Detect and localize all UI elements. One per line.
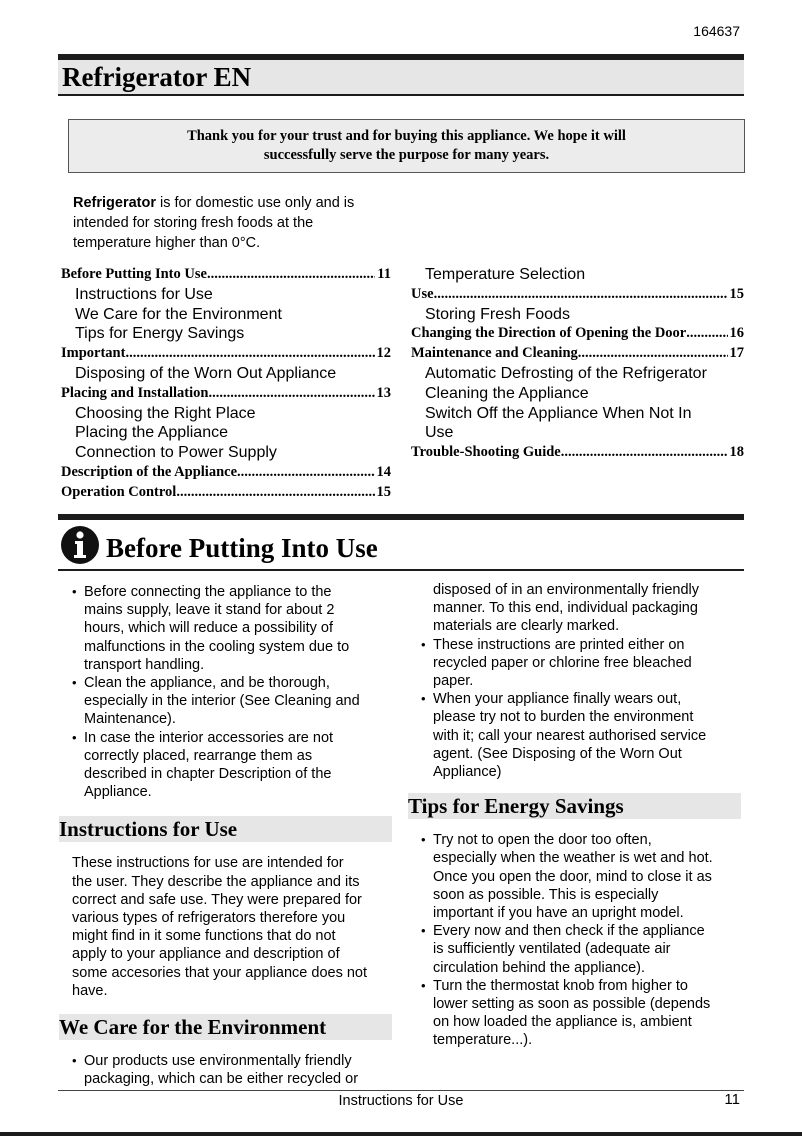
bullet-line: • Our products use environmentally friendly	[84, 1053, 352, 1070]
toc-entry-label: Operation Control	[61, 483, 177, 500]
toc-leader-dots	[686, 324, 727, 344]
bullet-line: malfunctions in the cooling system due to	[84, 638, 350, 655]
toc-page-number: 18	[729, 444, 744, 461]
toc-leader-dots	[434, 285, 728, 305]
toc-leader-dots	[561, 443, 728, 463]
bullet-line: with it; call your nearest authorised service	[433, 727, 707, 744]
toc-leader-dots	[578, 344, 728, 364]
bullet-item	[411, 690, 739, 781]
bullet-line: • Try not to open the door too often,	[433, 832, 652, 849]
bullet-item	[62, 729, 390, 802]
footer-label: Instructions for Use	[338, 1093, 464, 1109]
bullet-item	[411, 831, 739, 922]
toc-subentry: Connection to Power Supply	[75, 444, 277, 462]
bullet-line: • Turn the thermostat knob from higher to	[433, 977, 688, 994]
toc-page-number: 15	[376, 483, 391, 500]
bullet-line: described in chapter Description of the	[84, 766, 332, 783]
right-column	[408, 581, 739, 1050]
toc-entry-label: Maintenance and Cleaning	[411, 345, 578, 362]
paragraph-line: some accesories that your appliance does not	[72, 964, 368, 981]
toc-page-number: 13	[376, 384, 391, 401]
toc-subentry: Cleaning the Appliance	[425, 384, 589, 402]
bullet-line: mains supply, leave it stand for about 2	[84, 602, 335, 619]
bullet-item-continued	[411, 581, 739, 636]
paragraph-line: have.	[72, 982, 108, 999]
toc-page-number: 17	[729, 345, 744, 362]
bullet-line: on how loaded the appliance is, ambient	[433, 1014, 692, 1031]
toc-subentry: We Care for the Environment	[75, 305, 282, 323]
bullet-line: manner. To this end, individual packaging	[433, 600, 698, 617]
environment-bullet-list-continued	[411, 581, 739, 781]
document-id: 164637	[693, 23, 740, 39]
toc-entry	[411, 324, 744, 344]
bullet-line: recycled paper or chlorine free bleached	[433, 654, 692, 671]
toc-entry-label: Description of the Appliance	[61, 463, 238, 480]
bullet-line: circulation behind the appliance).	[433, 959, 645, 976]
bullet-line: • In case the interior accessories are not	[84, 729, 334, 746]
intro-paragraph	[73, 193, 393, 253]
toc-entry-label: Changing the Direction of Opening the Door	[411, 325, 687, 342]
bullet-item	[62, 1052, 390, 1088]
intro-bold: Refrigerator	[73, 195, 156, 211]
title-band	[58, 60, 744, 96]
toc-entry-label: Important	[61, 345, 126, 362]
energy-heading: Tips for Energy Savings	[408, 793, 741, 819]
paragraph-line: might find in it some functions that do not	[72, 928, 336, 945]
toc-page-number: 16	[729, 325, 744, 342]
toc-entry	[61, 483, 391, 503]
intro-text: is for domestic use only and is	[156, 195, 355, 211]
bullet-item	[411, 636, 739, 691]
toc-subentry: Temperature Selection	[425, 266, 586, 283]
bullet-line: please try not to burden the environment	[433, 709, 694, 726]
toc-leader-dots	[237, 463, 374, 483]
toc-entry	[61, 344, 391, 364]
bullet-line: especially when the weather is wet and hot.	[433, 850, 713, 867]
page-title: Refrigerator EN	[62, 62, 252, 92]
bullet-line: packaging, which can be either recycled or	[84, 1071, 359, 1088]
toc-page-number: 11	[377, 266, 391, 282]
toc-subentry: Storing Fresh Foods	[425, 305, 570, 323]
bullet-line: transport handling.	[84, 656, 205, 673]
bullet-line: agent. (See Disposing of the Worn Out	[433, 745, 682, 762]
toc-entry-label: Use	[411, 285, 434, 302]
toc-subentry: Instructions for Use	[75, 285, 213, 303]
thanks-line: successfully serve the purpose for many years.	[263, 147, 550, 163]
toc-subentry: Switch Off the Appliance When Not In	[425, 404, 692, 422]
toc-entry-label: Trouble-Shooting Guide	[411, 444, 561, 461]
toc-entry	[411, 285, 744, 305]
bullet-item	[62, 674, 390, 729]
bottom-bar	[0, 1132, 802, 1136]
footer-rule	[58, 1090, 744, 1091]
paragraph-line: apply to your appliance and description of	[72, 946, 340, 963]
bullet-line: • Every now and then check if the appliance	[433, 923, 705, 940]
toc-subentry: Tips for Energy Savings	[75, 325, 245, 343]
bullet-item	[411, 977, 739, 1050]
left-column	[59, 583, 390, 1088]
paragraph-line: correct and safe use. They were prepared for	[72, 891, 362, 908]
section-header	[58, 519, 744, 571]
toc-subentry: Disposing of the Worn Out Appliance	[75, 364, 337, 382]
bullet-line: important if you have an upright model.	[433, 905, 684, 922]
toc-page-number: 12	[376, 345, 391, 362]
toc-page-number: 14	[376, 463, 391, 480]
instructions-heading: Instructions for Use	[59, 816, 392, 842]
page-number: 11	[724, 1091, 740, 1108]
table-of-contents-left	[61, 265, 391, 503]
toc-subentry: Automatic Defrosting of the Refrigerator	[425, 364, 707, 382]
bullet-line: • Before connecting the appliance to the	[84, 584, 332, 600]
bullet-line: especially in the interior (See Cleaning and	[84, 693, 360, 710]
bullet-line: Once you open the door, mind to close it as	[433, 868, 712, 885]
bullet-line: • When your appliance finally wears out,	[433, 691, 682, 708]
toc-leader-dots	[176, 483, 374, 503]
toc-entry	[411, 344, 744, 364]
bullet-line: materials are clearly marked.	[433, 618, 620, 635]
bullet-line: Maintenance).	[84, 711, 176, 728]
toc-entry	[61, 384, 391, 404]
bullet-item	[411, 922, 739, 977]
info-icon	[60, 525, 100, 565]
intro-text: intended for storing fresh foods at the	[73, 215, 314, 231]
bullet-line: • Clean the appliance, and be thorough,	[84, 675, 330, 692]
bullet-line: Appliance.	[84, 784, 152, 801]
bullet-line: hours, which will reduce a possibility of	[84, 620, 334, 637]
toc-entry	[411, 443, 744, 463]
bullet-line: correctly placed, rearrange them as	[84, 747, 313, 764]
paragraph-line: various types of refrigerators therefore you	[72, 910, 346, 927]
environment-heading: We Care for the Environment	[59, 1014, 392, 1040]
intro-bullet-list	[62, 583, 390, 801]
toc-leader-dots	[125, 344, 374, 364]
toc-leader-dots	[208, 384, 374, 404]
bullet-line: is sufficiently ventilated (adequate air	[433, 941, 671, 958]
table-of-contents-right	[411, 265, 744, 463]
energy-bullet-list	[411, 831, 739, 1049]
bullet-line: lower setting as soon as possible (depends	[433, 996, 711, 1013]
paragraph-line: These instructions for use are intended for	[72, 855, 344, 872]
toc-entry-label: Placing and Installation	[61, 384, 209, 401]
thanks-box	[68, 119, 745, 173]
bullet-line: paper.	[433, 673, 474, 690]
bullet-line: • These instructions are printed either on	[433, 636, 685, 653]
bullet-item	[62, 583, 390, 674]
instructions-paragraph	[62, 854, 390, 1000]
toc-page-number: 15	[729, 285, 744, 302]
section-title: Before Putting Into Use	[106, 533, 378, 563]
toc-subentry: Choosing the Right Place	[75, 404, 256, 422]
toc-entry	[61, 463, 391, 483]
paragraph-line: the user. They describe the appliance and its	[72, 873, 360, 890]
bullet-line: Appliance)	[433, 764, 502, 781]
toc-subentry: Placing the Appliance	[75, 424, 228, 442]
toc-subentry: Use	[425, 424, 454, 442]
toc-entry	[61, 265, 391, 285]
bullet-line: temperature...).	[433, 1032, 533, 1049]
intro-text: temperature higher than 0°C.	[73, 235, 261, 251]
environment-bullet-list	[62, 1052, 390, 1088]
thanks-line: Thank you for your trust and for buying this appliance. We hope it will	[187, 128, 626, 144]
bullet-line: disposed of in an environmentally friendly	[433, 582, 699, 598]
bullet-line: soon as possible. This is especially	[433, 886, 659, 903]
toc-entry-label: Before Putting Into Use	[61, 266, 207, 282]
toc-leader-dots	[207, 265, 375, 285]
